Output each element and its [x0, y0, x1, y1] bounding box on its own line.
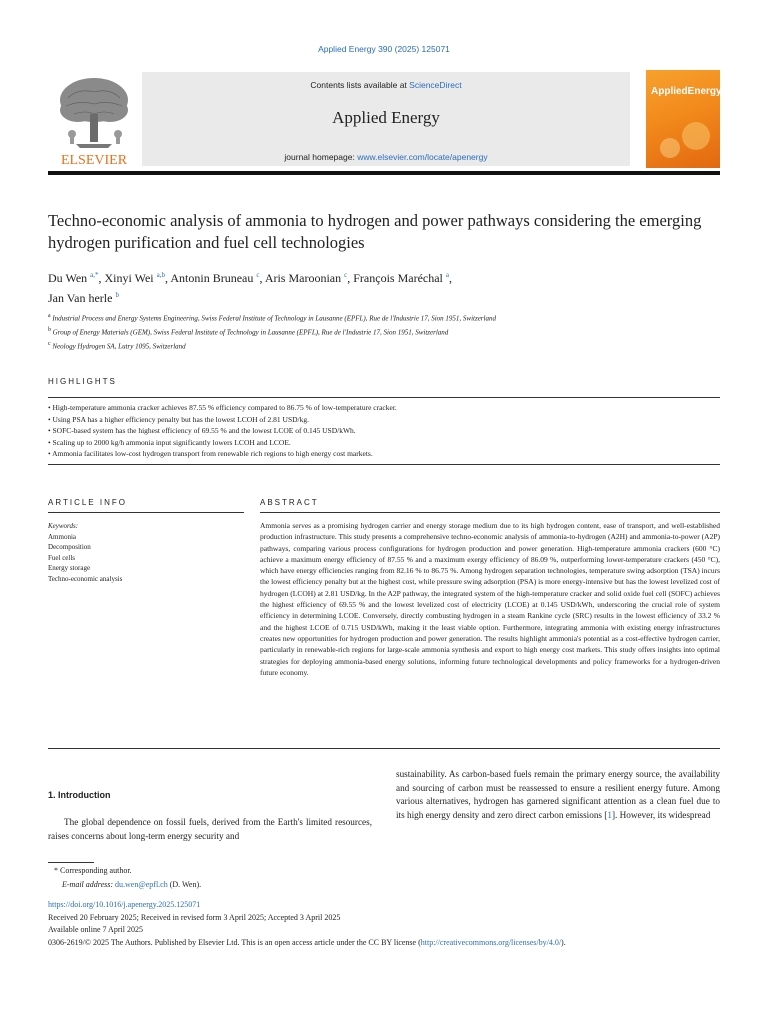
highlights-box: [48, 397, 720, 465]
author-affil-mark[interactable]: b: [115, 291, 119, 299]
intro-paragraph-left: The global dependence on fossil fuels, derived from the Earth's limited resources, raises concerns about long-term energy security and: [48, 817, 372, 841]
keyword-item: Fuel cells: [48, 553, 76, 562]
keyword-item: Energy storage: [48, 564, 91, 573]
contents-prefix: Contents lists available at: [310, 80, 410, 90]
journal-reference-link[interactable]: Applied Energy 390 (2025) 125071: [318, 44, 450, 54]
author-name[interactable]: Xinyi Wei: [104, 271, 154, 285]
abstract-rule: [260, 512, 720, 513]
author-name[interactable]: Jan Van herle: [48, 291, 113, 305]
highlights-heading: HIGHLIGHTS: [48, 377, 117, 386]
author-name[interactable]: Aris Maroonian: [264, 271, 342, 285]
author-name[interactable]: François Maréchal: [353, 271, 443, 285]
copyright-notice: 0306-2619/© 2025 The Authors. Published by Elsevier Ltd. This is an open access article under the CC BY license (http://creativecommons.org/licenses/by/4.0/).: [48, 938, 566, 947]
homepage-link[interactable]: www.elsevier.com/locate/apenergy: [357, 152, 488, 162]
email-note: E-mail address: du.wen@epfl.ch (D. Wen).: [62, 880, 202, 889]
license-link[interactable]: http://creativecommons.org/licenses/by/4.0/: [420, 938, 562, 947]
cover-title: AppliedEnergy: [651, 86, 722, 97]
article-title: Techno-economic analysis of ammonia to hydrogen and power pathways considering the emerging hydrogen purification and fuel cell technologies: [48, 211, 702, 252]
journal-name: Applied Energy: [332, 108, 440, 127]
keywords-list: [48, 532, 122, 584]
homepage-label: journal homepage:: [284, 152, 358, 162]
highlight-item: • Using PSA has a higher efficiency penalty but has the lowest LCOH of 2.81 USD/kg.: [48, 414, 309, 424]
corresponding-author-note: * Corresponding author.: [54, 866, 132, 875]
author-affil-mark[interactable]: c: [344, 271, 348, 279]
abstract-end-rule: [48, 748, 720, 749]
sciencedirect-link[interactable]: ScienceDirect: [409, 80, 462, 90]
affiliation-item: $^b$ Group of Energy Materials (GEM), Swiss Federal Institute of Technology in Lausanne (EPFL), Rue de l'Industrie 17, Sion 1951, Switzerland: [48, 326, 449, 337]
article-info-rule: [48, 512, 244, 513]
online-date: Available online 7 April 2025: [48, 925, 143, 934]
author-affil-mark[interactable]: c: [256, 271, 260, 279]
received-dates: Received 20 February 2025; Received in revised form 3 April 2025; Accepted 3 April 2025: [48, 913, 341, 922]
citation-link[interactable]: 1: [607, 809, 612, 820]
author-affil-mark[interactable]: a,*: [90, 271, 99, 279]
article-info-heading: ARTICLE INFO: [48, 498, 127, 507]
author-affil-mark[interactable]: a,b: [156, 271, 166, 279]
journal-header: [48, 70, 720, 176]
section-heading-introduction: 1. Introduction: [48, 790, 111, 800]
abstract-heading: ABSTRACT: [260, 498, 319, 507]
journal-banner: [142, 72, 630, 166]
author-list: Du Wen $^{a,*}$, Xinyi Wei $^{a,b}$, Antonin Bruneau $^c$, Aris Maroonian $^c$, François Maréchal $^a$, Jan Van herle $^b$: [48, 271, 452, 305]
journal-cover-image[interactable]: [646, 70, 720, 168]
journal-homepage: [142, 152, 630, 162]
footnote-rule: [48, 862, 94, 863]
publisher-logo-text: ELSEVIER: [60, 153, 128, 168]
cover-art-icon: [646, 114, 720, 168]
email-link[interactable]: du.wen@epfl.ch: [115, 880, 168, 889]
author-affil-mark[interactable]: a: [445, 271, 449, 279]
highlight-item: • Scaling up to 2000 kg/h ammonia input significantly lowers LCOH and LCOE.: [48, 437, 291, 447]
contents-availability: [142, 80, 630, 90]
author-name[interactable]: Du Wen: [48, 271, 88, 285]
author-name[interactable]: Antonin Bruneau: [170, 271, 254, 285]
elsevier-tree-icon: [48, 70, 140, 170]
abstract-text: Ammonia serves as a promising hydrogen carrier and energy storage medium due to its high hydrogen content, ease of transport, and well-established production infrastructure. This study presents a comprehensive techno-economic analysis of ammonia-to-hydrogen (A2H) and ammonia-to-power (A2P) pathways, comparing various process configurations for hydrogen production and power generation. High-temperature ammonia crackers (600 °C) achieve a maximum energy efficiency of 87.55 % and a maximum exergy efficiency of 86.09 %, outperforming lower-temperature crackers (450 °C), which have energy efficiencies ranging from 82.16 % to 86.75 %. Among hydrogen separation technologies, temperature swing adsorption (TSA) incurs the lowest efficiency penalty but at the highest cost, while pressure swing adsorption (PSA) is more energy-intensive but has the lowest levelized cost of hydrogen (LCOH) at 2.81 USD/kg. In the A2P pathway, the integrated system of the high-temperature cracker and solid oxide fuel cell (SOFC) achieves the highest efficiency of 69.55 % and the lowest levelized cost of electricity (LCOE) at 0.145 USD/kWh, underscoring the crucial role of system efficiency in determining LCOE. Conversely, directly combusting hydrogen in a steam Rankine cycle (SRC) results in the lowest efficiency of 33.2 % and the highest LCOE of 0.715 USD/kWh, making it the least viable option. Furthermore, integrating ammonia with existing energy infrastructures creates new opportunities for hydrogen production and power generation. The results highlight ammonia's potential as a cost-effective hydrogen carrier, particularly in renewable-rich regions for large-scale ammonia synthesis and export to high energy cost markets. This study offers insights into optimal strategies for deploying ammonia-based energy solutions, informing future technological developments and policy frameworks for a hydrogen-driven future economy.: [260, 521, 720, 677]
header-rule: [48, 171, 720, 175]
elsevier-logo[interactable]: [48, 70, 140, 170]
highlight-item: • High-temperature ammonia cracker achieves 87.55 % efficiency compared to 86.75 % of low-temperature cracker.: [48, 403, 397, 412]
highlight-item: • Ammonia facilitates low-cost hydrogen transport from renewable rich regions to high energy cost markets.: [48, 449, 373, 459]
keyword-item: Ammonia: [48, 533, 76, 541]
highlight-item: • SOFC-based system has the highest efficiency of 69.55 % and the lowest LCOE of 0.145 USD/kWh.: [48, 426, 356, 436]
affiliations: [48, 311, 720, 352]
keywords-label: Keywords:: [48, 522, 79, 530]
affiliation-item: $^a$ Industrial Process and Energy Systems Engineering, Swiss Federal Institute of Technology in Lausanne (EPFL), Rue de l'Industrie 17, Sion 1951, Switzerland: [48, 313, 496, 323]
doi-link[interactable]: https://doi.org/10.1016/j.apenergy.2025.125071: [48, 900, 201, 909]
keyword-item: Decomposition: [48, 543, 91, 552]
affiliation-item: $^c$ Neology Hydrogen SA, Lutry 1095, Switzerland: [48, 340, 186, 350]
intro-paragraph-right: sustainability. As carbon-based fuels remain the primary energy source, the availability and sourcing of carbon must be reassessed to ensure a resilient energy future. Among various alternatives, hydrogen has garnered significant attention as a clean fuel due to its high energy density and zero direct carbon emissions [1]. However, its widespread: [396, 769, 720, 820]
keyword-item: Techno-economic analysis: [48, 574, 123, 583]
